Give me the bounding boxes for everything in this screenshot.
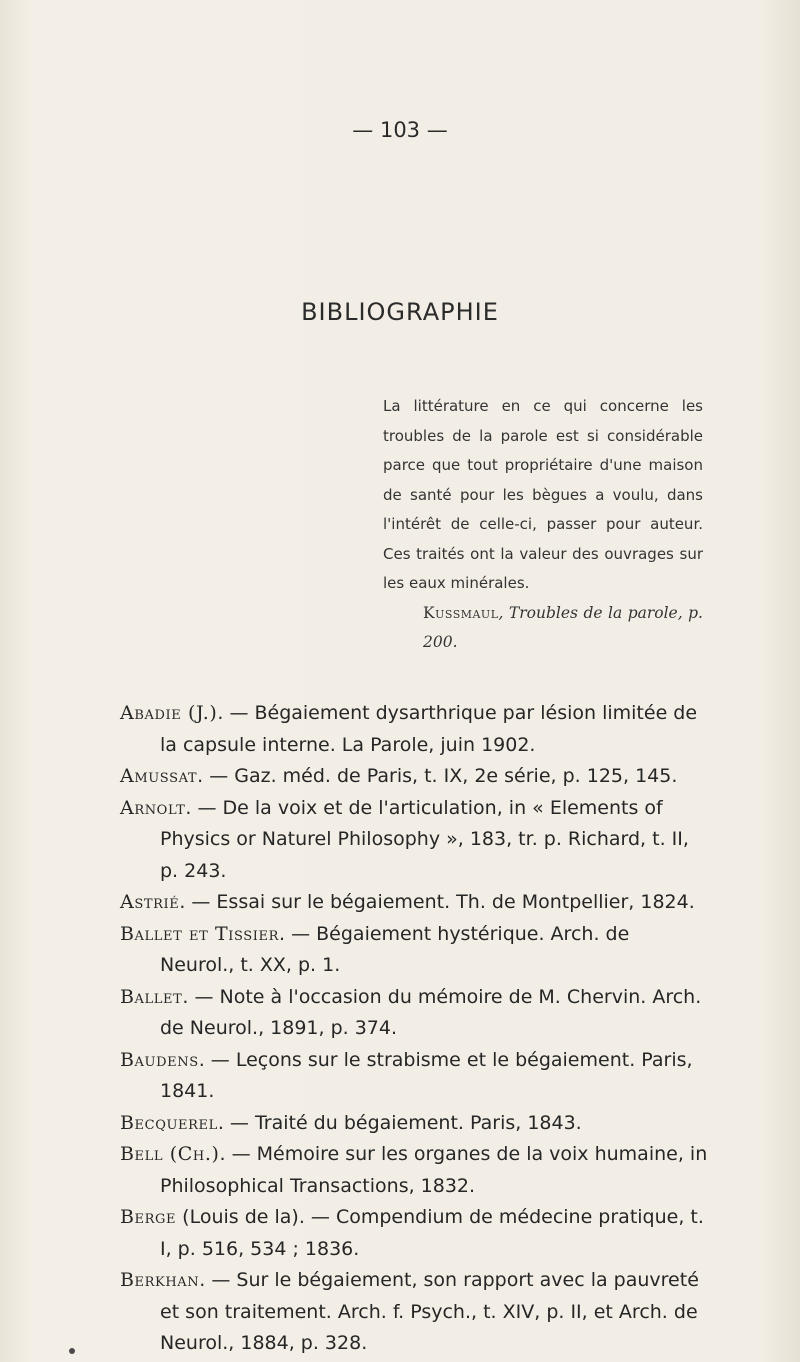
epigraph-source-author: Kussmaul <box>423 603 499 622</box>
bibliography-entry <box>120 1139 708 1202</box>
entry-text: . — Essai sur le bégaiement. Th. de Montpellier, 1824. <box>179 891 695 913</box>
bibliography-entry <box>120 982 708 1045</box>
entry-author: Berkhan <box>120 1269 200 1291</box>
entry-text: (Louis de la). — Compendium de médecine pratique, t. I, p. 516, 534 ; 1836. <box>160 1206 704 1260</box>
ink-spot <box>69 1348 75 1354</box>
entry-text: . — Bégaiement hystérique. Arch. de Neurol., t. XX, p. 1. <box>160 922 630 976</box>
epigraph <box>383 392 703 658</box>
bibliography-list <box>120 698 708 1360</box>
bibliography-entry <box>120 1202 708 1265</box>
epigraph-text: La littérature en ce qui concerne les troubles de la parole est si considérable parce que tout propriétaire d'une maison de santé pour les bègues a voulu, dans l'intérêt de celle-ci, passer pour auteur. Ces traités ont la valeur des ouvrages sur les eaux minérales. <box>383 397 703 592</box>
bibliography-entry <box>120 919 708 982</box>
epigraph-source-rest: , Troubles de la parole, p. 200. <box>423 603 703 651</box>
entry-text: . — Note à l'occasion du mémoire de M. Chervin. Arch. de Neurol., 1891, p. 374. <box>160 985 702 1039</box>
bibliography-entry <box>120 1045 708 1108</box>
entry-text: . — Bégaiement dysarthrique par lésion limitée de la capsule interne. La Parole, juin 1902. <box>160 702 698 756</box>
epigraph-source <box>383 599 703 658</box>
entry-author: Bell (Ch.) <box>120 1143 220 1165</box>
bibliography-entry <box>120 698 708 761</box>
entry-author: Amussat <box>120 765 198 787</box>
entry-author: Arnolt <box>120 796 186 819</box>
bibliography-entry <box>120 1108 708 1140</box>
entry-text: . — Mémoire sur les organes de la voix humaine, in Philosophical Transactions, 1832. <box>160 1143 708 1197</box>
entry-author: Becquerel <box>120 1111 218 1134</box>
entry-author: Astrié <box>120 891 180 913</box>
entry-text: . — Leçons sur le strabisme et le bégaiement. Paris, 1841. <box>160 1048 693 1102</box>
entry-author: Baudens <box>120 1048 199 1071</box>
bibliography-entry <box>120 761 708 793</box>
entry-author: Ballet <box>120 985 183 1008</box>
bibliography-entry <box>120 1265 708 1360</box>
entry-author: Abadie (J.) <box>120 702 218 724</box>
entry-text: . — Sur le bégaiement, son rapport avec la pauvreté et son traitement. Arch. f. Psych., t. XIV, p. II, et Arch. de Neurol., 1884, p. 328. <box>160 1269 699 1354</box>
entry-author: Berge <box>120 1206 177 1228</box>
page-number: — 103 — <box>352 118 448 142</box>
bibliography-entry <box>120 793 708 888</box>
entry-author: Ballet et Tissier <box>120 922 280 945</box>
section-title: BIBLIOGRAPHIE <box>301 298 499 326</box>
entry-text: . — Traité du bégaiement. Paris, 1843. <box>217 1111 582 1134</box>
bibliography-entry <box>120 887 708 919</box>
entry-text: . — De la voix et de l'articulation, in « Elements of Physics or Naturel Philosophy », 183, tr. p. Richard, t. II, p. 243. <box>160 796 689 882</box>
entry-text: . — Gaz. méd. de Paris, t. IX, 2e série, p. 125, 145. <box>197 765 678 787</box>
